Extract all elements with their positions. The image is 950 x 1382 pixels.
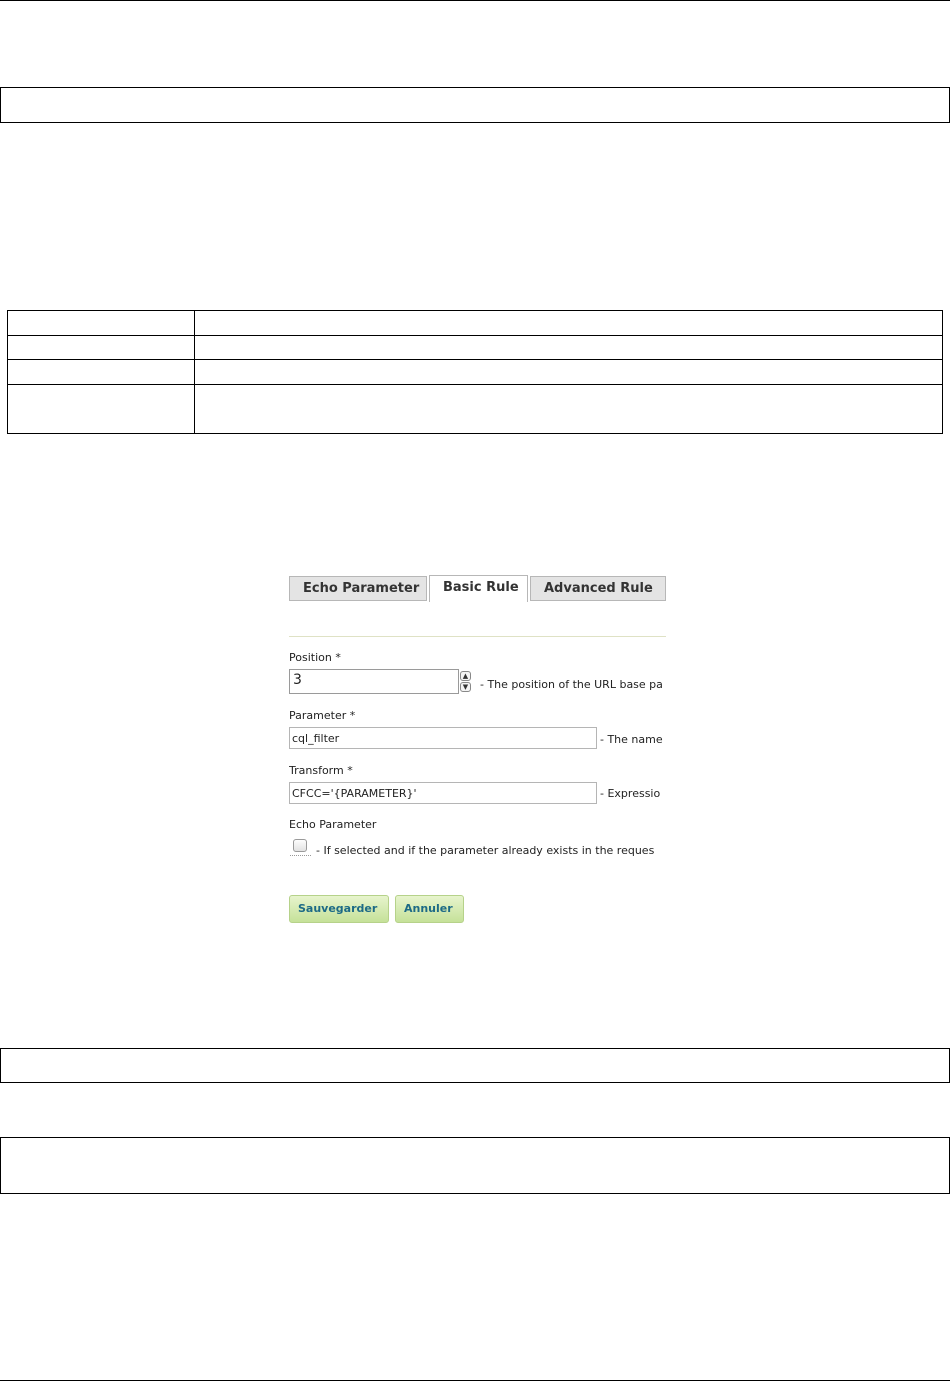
position-hint: - The position of the URL base pa <box>480 678 663 691</box>
header-rule <box>0 0 950 1</box>
table-row <box>8 336 943 360</box>
table-cell <box>8 385 195 434</box>
table-cell <box>8 360 195 385</box>
transform-hint: - Expressio <box>600 787 661 800</box>
parameter-table <box>7 310 943 434</box>
code-block <box>0 87 950 123</box>
transform-label: Transform * <box>289 764 353 777</box>
table-cell <box>8 336 195 360</box>
table-row <box>8 311 943 336</box>
position-label: Position * <box>289 651 341 664</box>
code-block <box>0 1137 950 1194</box>
rule-form-screenshot <box>289 575 666 925</box>
save-button[interactable]: Sauvegarder <box>289 895 389 923</box>
spin-up-icon[interactable]: ▲ <box>460 671 471 681</box>
cancel-button[interactable]: Annuler <box>395 895 464 923</box>
parameter-input[interactable]: cql_filter <box>289 727 597 749</box>
tab-advanced-rule[interactable]: Advanced Rule <box>530 576 666 601</box>
position-input[interactable]: 3 <box>289 669 459 694</box>
checkbox-focus-outline <box>290 855 311 856</box>
parameter-hint: - The name <box>600 733 663 746</box>
transform-input[interactable]: CFCC='{PARAMETER}' <box>289 782 597 804</box>
table-row <box>8 385 943 434</box>
tab-echo-parameter[interactable]: Echo Parameter <box>289 576 427 601</box>
tab-basic-rule[interactable]: Basic Rule <box>429 575 528 602</box>
code-block <box>0 1048 950 1083</box>
echo-parameter-hint: - If selected and if the parameter already exists in the reques <box>316 844 655 857</box>
echo-parameter-label: Echo Parameter <box>289 818 377 831</box>
parameter-label: Parameter * <box>289 709 356 722</box>
echo-parameter-checkbox[interactable] <box>293 839 307 852</box>
table-cell <box>195 385 943 434</box>
spin-down-icon[interactable]: ▼ <box>460 682 471 692</box>
table-cell <box>195 360 943 385</box>
form-separator <box>289 636 666 637</box>
table-cell <box>195 336 943 360</box>
table-cell <box>195 311 943 336</box>
footer-rule <box>0 1380 950 1381</box>
table-cell <box>8 311 195 336</box>
table-row <box>8 360 943 385</box>
